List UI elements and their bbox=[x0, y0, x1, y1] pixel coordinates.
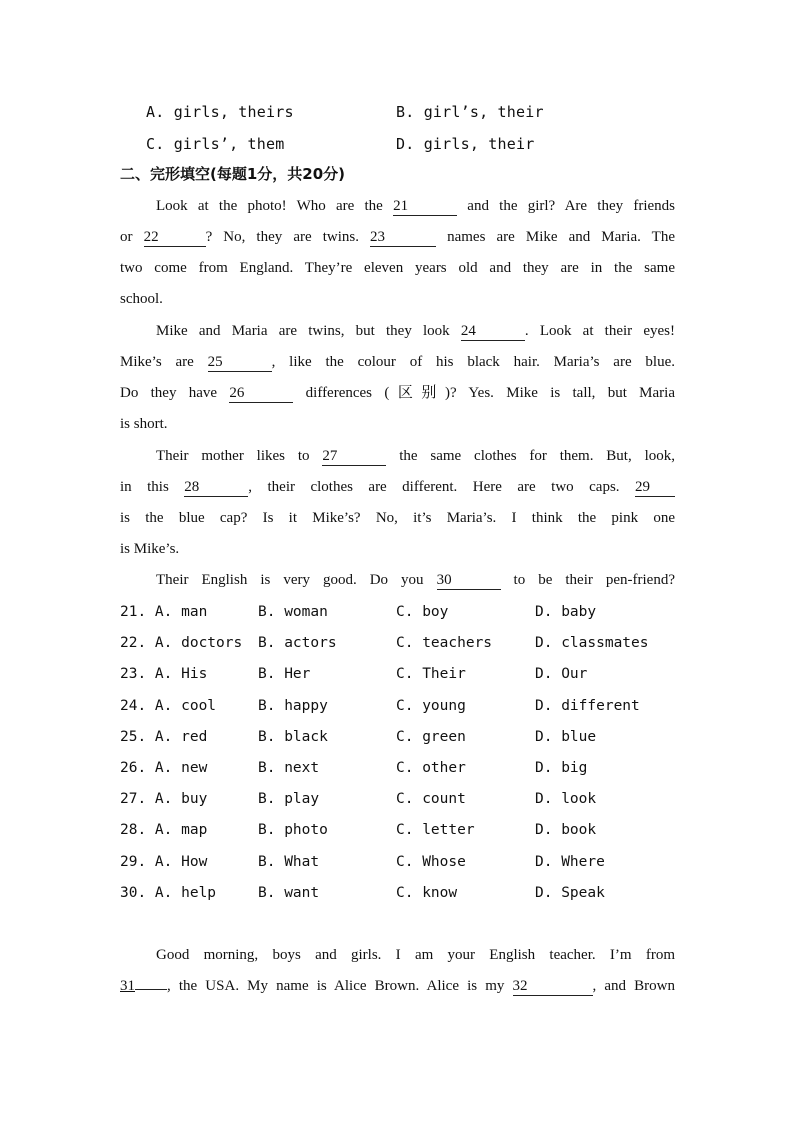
question-number-option-a[interactable]: 26. A. new bbox=[120, 760, 208, 776]
option-c[interactable]: C. teachers bbox=[396, 635, 493, 652]
option-c[interactable]: C. letter bbox=[396, 822, 475, 839]
question-row bbox=[120, 602, 680, 622]
option-d[interactable]: D. Where bbox=[535, 853, 605, 870]
blank-32[interactable]: 32 bbox=[513, 977, 593, 996]
blank-29[interactable]: 29 bbox=[635, 478, 675, 497]
passage-line: is the blue cap? Is it Mike’s? No, it’s Maria’s. I think the pink one bbox=[120, 510, 675, 526]
option-b[interactable]: B. happy bbox=[258, 697, 328, 714]
passage-line: Their mother likes to 27 the same clothes for them. But, look, bbox=[156, 448, 675, 464]
option-c[interactable]: C. boy bbox=[396, 604, 449, 620]
option-d[interactable]: D. look bbox=[535, 791, 597, 808]
option-b: B. girl’s, their bbox=[396, 103, 544, 121]
passage-line: school. bbox=[120, 291, 163, 307]
blank-23[interactable]: 23 bbox=[370, 228, 436, 247]
blank-31[interactable]: 31 bbox=[120, 978, 135, 994]
option-c: C. girls’, them bbox=[146, 135, 285, 153]
question-number-option-a[interactable]: 29. A. How bbox=[120, 853, 208, 870]
option-d[interactable]: D. baby bbox=[535, 604, 597, 620]
question-number-option-a[interactable]: 25. A. red bbox=[120, 728, 208, 745]
option-d[interactable]: D. Our bbox=[535, 666, 588, 683]
option-d[interactable]: D. different bbox=[535, 697, 640, 714]
passage-line: is short. bbox=[120, 416, 168, 432]
question-number-option-a[interactable]: 24. A. cool bbox=[120, 697, 217, 714]
blank-22[interactable]: 22 bbox=[144, 228, 206, 247]
option-b[interactable]: B. actors bbox=[258, 635, 337, 652]
passage-line: is Mike’s. bbox=[120, 541, 180, 557]
option-b[interactable]: B. photo bbox=[258, 822, 328, 839]
question-row bbox=[120, 664, 680, 684]
blank-27[interactable]: 27 bbox=[322, 447, 386, 466]
option-b[interactable]: B. Her bbox=[258, 666, 311, 683]
option-c[interactable]: C. count bbox=[396, 791, 466, 808]
option-c[interactable]: C. Their bbox=[396, 666, 466, 683]
blank-25[interactable]: 25 bbox=[208, 353, 272, 372]
passage-line: Mike’s are 25 , like the colour of his black hair. Maria’s are blue. bbox=[120, 354, 675, 370]
option-d[interactable]: D. classmates bbox=[535, 635, 649, 652]
passage-line: Look at the photo! Who are the 21 and the girl? Are they friends bbox=[156, 198, 676, 214]
question-number-option-a[interactable]: 30. A. help bbox=[120, 884, 217, 901]
option-d[interactable]: D. blue bbox=[535, 728, 597, 745]
section-heading: 二、完形填空(每题1分，共20分) bbox=[120, 165, 346, 183]
option-b[interactable]: B. What bbox=[258, 853, 320, 870]
option-b[interactable]: B. want bbox=[258, 884, 320, 901]
option-d[interactable]: D. big bbox=[535, 760, 588, 776]
option-b[interactable]: B. woman bbox=[258, 604, 328, 620]
passage-line: in this 28 , their clothes are different. Here are two caps. 29 bbox=[120, 477, 675, 497]
option-b[interactable]: B. play bbox=[258, 791, 320, 808]
passage-line: Do they have 26 differences (区别)? Yes. Mike is tall, but Maria bbox=[120, 385, 675, 401]
question-row bbox=[120, 820, 680, 840]
question-row bbox=[120, 633, 680, 653]
blank-28[interactable]: 28 bbox=[184, 478, 248, 497]
question-row bbox=[120, 789, 680, 809]
question-number-option-a[interactable]: 23. A. His bbox=[120, 666, 208, 683]
option-d[interactable]: D. book bbox=[535, 822, 597, 839]
passage-line: or 22 ? No, they are twins. 23 names are Mike and Maria. The bbox=[120, 229, 675, 245]
blank-31-line bbox=[135, 989, 167, 990]
passage-line: 31 , the USA. My name is Alice Brown. Alice is my 32 , and Brown bbox=[120, 978, 675, 994]
passage-line: Good morning, boys and girls. I am your English teacher. I’m from bbox=[156, 947, 675, 963]
passage-line: two come from England. They’re eleven years old and they are in the same bbox=[120, 260, 675, 276]
question-row bbox=[120, 727, 680, 747]
option-b[interactable]: B. black bbox=[258, 728, 328, 745]
blank-30[interactable]: 30 bbox=[437, 571, 501, 590]
passage-line: Mike and Maria are twins, but they look 24 . Look at their eyes! bbox=[156, 323, 675, 339]
option-c[interactable]: C. Whose bbox=[396, 853, 466, 870]
question-number-option-a[interactable]: 22. A. doctors bbox=[120, 635, 243, 652]
question-row bbox=[120, 883, 680, 903]
blank-21[interactable]: 21 bbox=[393, 197, 457, 216]
passage-line: Their English is very good. Do you 30 to be their pen-friend? bbox=[156, 572, 675, 588]
blank-26[interactable]: 26 bbox=[229, 384, 293, 403]
option-d: D. girls, their bbox=[396, 135, 535, 153]
question-number-option-a[interactable]: 27. A. buy bbox=[120, 791, 208, 808]
option-c[interactable]: C. other bbox=[396, 760, 466, 776]
option-a: A. girls, theirs bbox=[146, 103, 294, 121]
option-d[interactable]: D. Speak bbox=[535, 884, 605, 901]
blank-24[interactable]: 24 bbox=[461, 322, 525, 341]
option-b[interactable]: B. next bbox=[258, 760, 320, 776]
question-row bbox=[120, 758, 680, 778]
option-c[interactable]: C. know bbox=[396, 884, 458, 901]
option-c[interactable]: C. green bbox=[396, 728, 466, 745]
question-row bbox=[120, 852, 680, 872]
option-c[interactable]: C. young bbox=[396, 697, 466, 714]
question-number-option-a[interactable]: 21. A. man bbox=[120, 604, 208, 620]
question-row bbox=[120, 696, 680, 716]
question-number-option-a[interactable]: 28. A. map bbox=[120, 822, 208, 839]
